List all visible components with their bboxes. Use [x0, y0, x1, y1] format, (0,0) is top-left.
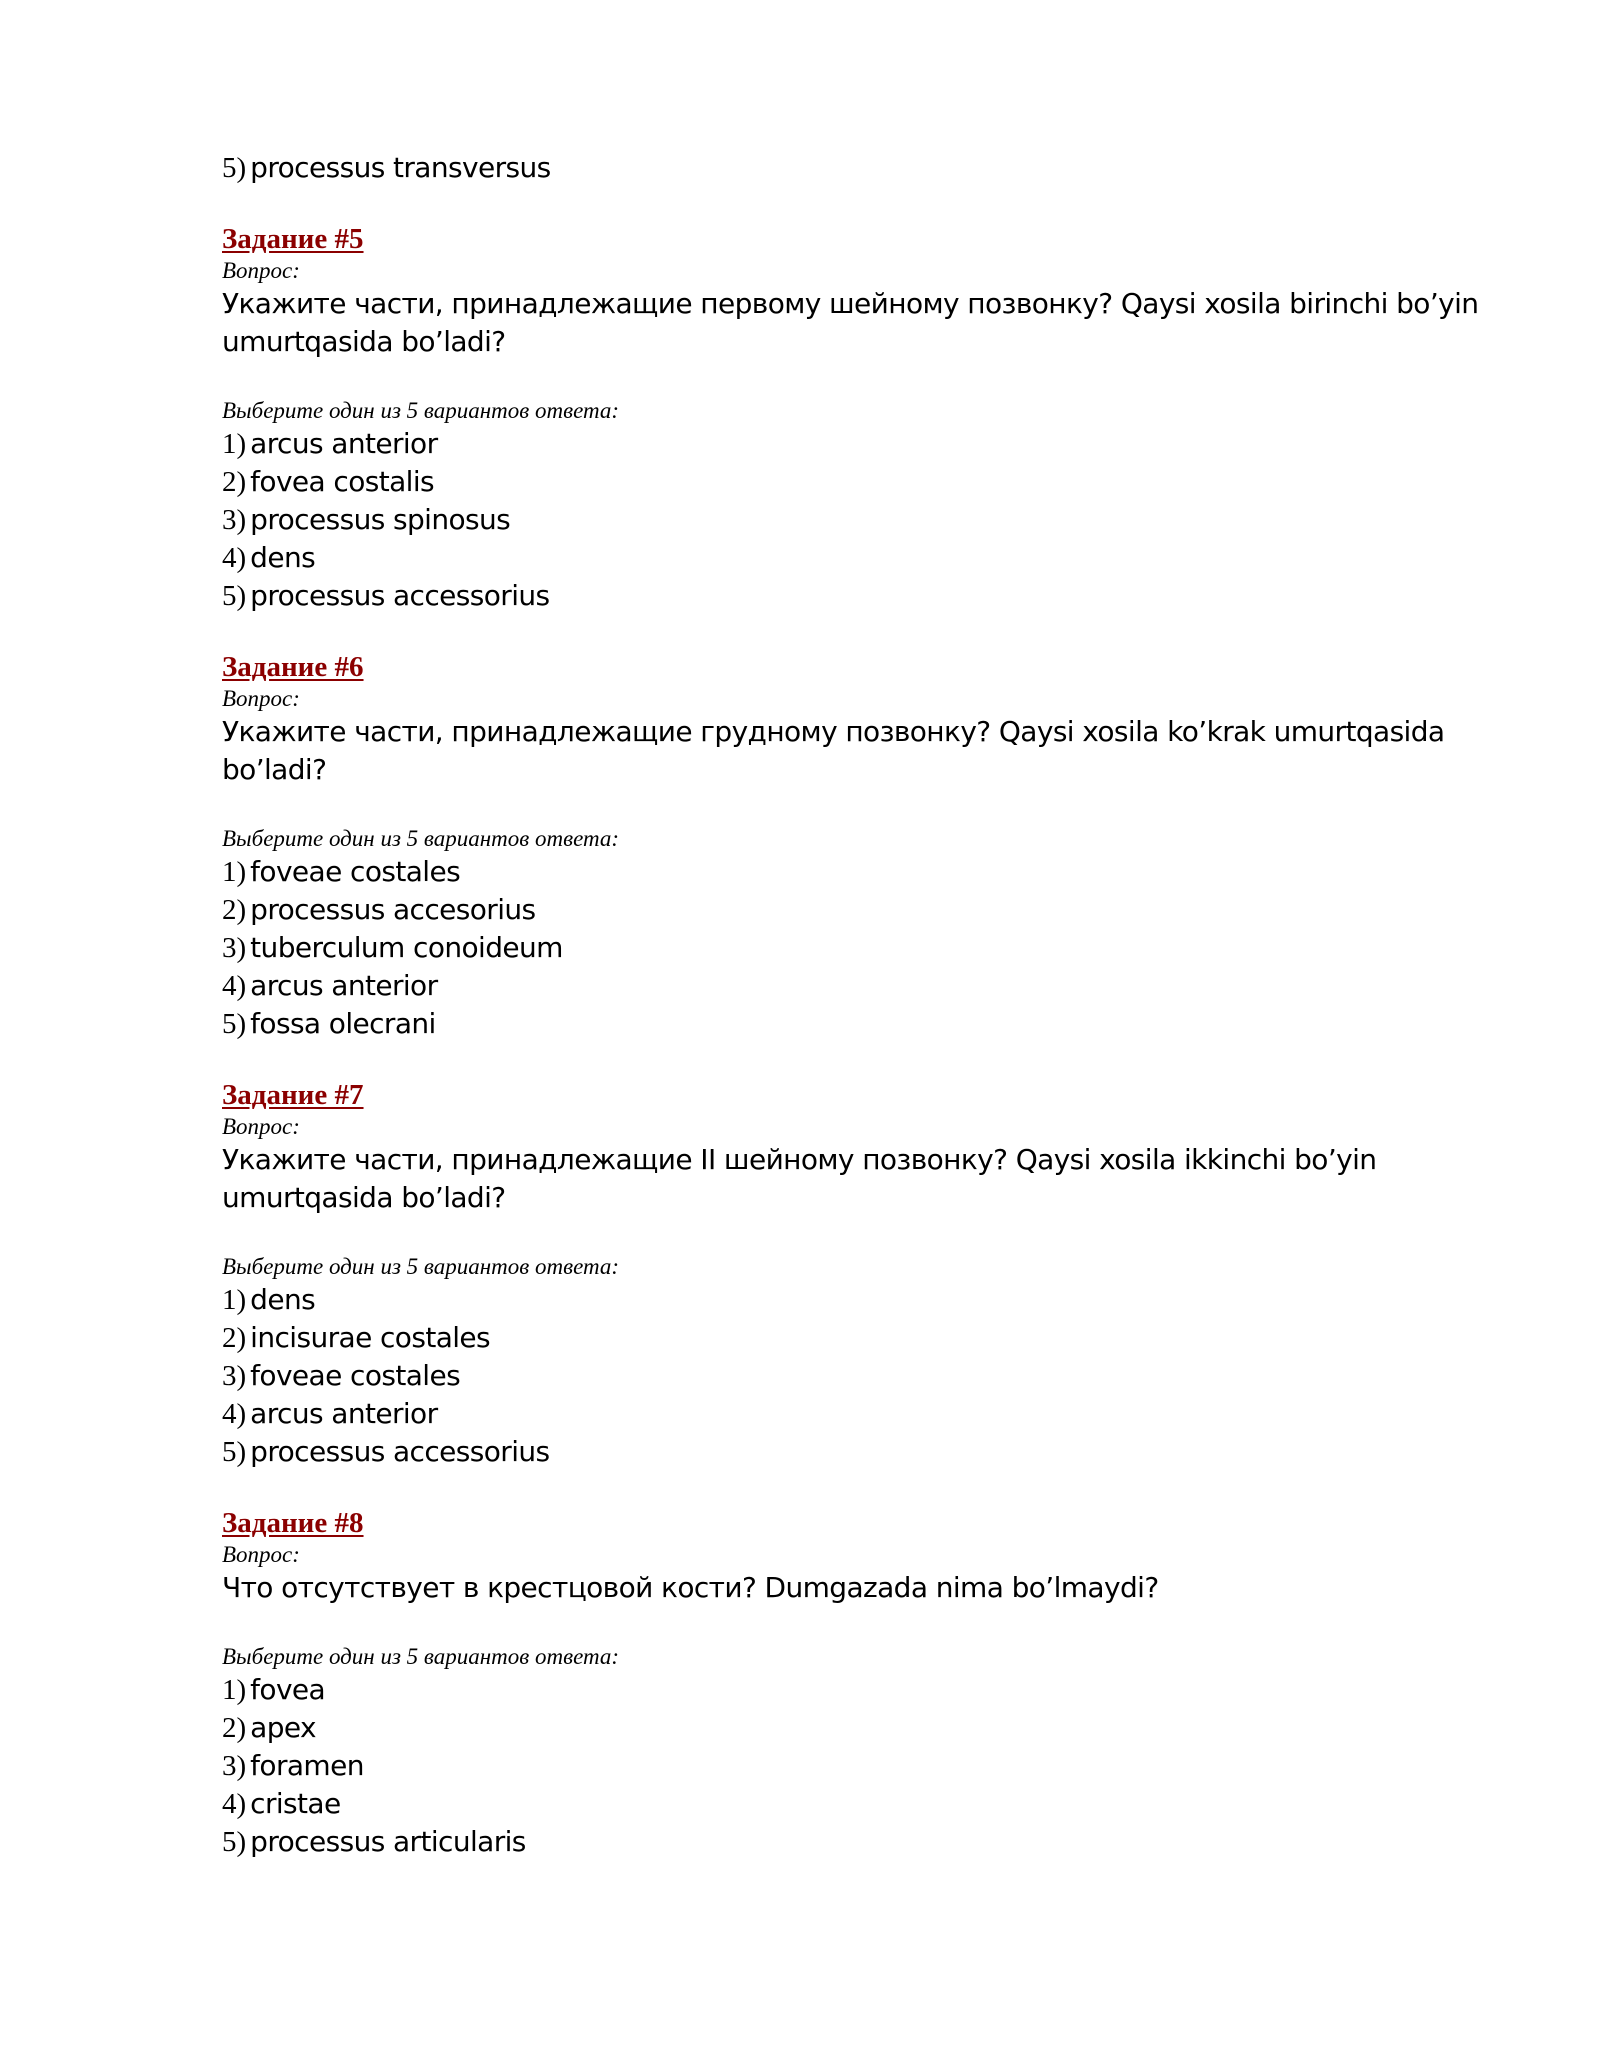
choose-label: Выберите один из 5 вариантов ответа:: [222, 1254, 620, 1279]
option-text: foramen: [250, 1749, 364, 1782]
option-text: processus spinosus: [250, 503, 511, 536]
option-number: 3): [222, 1360, 247, 1392]
option-text: processus accessorius: [250, 579, 550, 612]
option-text: fossa olecrani: [250, 1007, 436, 1040]
option-number: 1): [222, 1284, 247, 1316]
option-text: dens: [250, 541, 316, 574]
task-5: [222, 221, 1512, 615]
option-item: [222, 463, 1512, 501]
option-item: [222, 577, 1512, 615]
question-text: Укажите части, принадлежащие II шейному позвонку? Qaysi xosila ikkinchi bo’yin umurtqasida bo’ladi?: [222, 1143, 1377, 1214]
option-item: [222, 1785, 1512, 1823]
choose-label: Выберите один из 5 вариантов ответа:: [222, 1644, 620, 1669]
task-title: Задание #8: [222, 1507, 364, 1539]
option-text: arcus anterior: [250, 427, 438, 460]
option-number: 2): [222, 1712, 247, 1744]
option-item: [222, 425, 1512, 463]
option-number: 5): [222, 1436, 247, 1468]
task-6: [222, 649, 1512, 1043]
option-text: processus accesorius: [250, 893, 536, 926]
leading-option: [222, 149, 1512, 187]
question-text: Укажите части, принадлежащие первому шейному позвонку? Qaysi xosila birinchi bo’yin umurtqasida bo’ladi?: [222, 287, 1479, 358]
option-item: [222, 929, 1512, 967]
option-item: [222, 1357, 1512, 1395]
option-text: incisurae costales: [250, 1321, 491, 1354]
option-item: [222, 1005, 1512, 1043]
question-label: Вопрос:: [222, 258, 300, 283]
option-text: dens: [250, 1283, 316, 1316]
option-number: 3): [222, 1750, 247, 1782]
task-title: Задание #6: [222, 651, 364, 683]
option-text: foveae costales: [250, 1359, 461, 1392]
option-number: 4): [222, 1788, 247, 1820]
option-number: 2): [222, 466, 247, 498]
option-item: [222, 1709, 1512, 1747]
option-text: tuberculum conoideum: [250, 931, 563, 964]
option-item: [222, 1281, 1512, 1319]
task-8: [222, 1505, 1512, 1861]
option-number: 2): [222, 1322, 247, 1354]
question-label: Вопрос:: [222, 686, 300, 711]
option-number: 5): [222, 1826, 247, 1858]
option-number: 4): [222, 1398, 247, 1430]
option-number: 3): [222, 932, 247, 964]
task-7: [222, 1077, 1512, 1471]
option-number: 5): [222, 1008, 247, 1040]
question-text: Укажите части, принадлежащие грудному позвонку? Qaysi xosila ko’krak umurtqasida bo’ladi?: [222, 715, 1445, 786]
question-label: Вопрос:: [222, 1114, 300, 1139]
question-label: Вопрос:: [222, 1542, 300, 1567]
option-text: processus transversus: [250, 151, 551, 184]
options-list: [222, 1281, 1512, 1471]
option-text: arcus anterior: [250, 969, 438, 1002]
option-number: 5): [222, 580, 247, 612]
option-number: 4): [222, 970, 247, 1002]
option-text: processus articularis: [250, 1825, 526, 1858]
question-text: Что отсутствует в крестцовой кости? Dumgazada nima bo’lmaydi?: [222, 1571, 1159, 1604]
option-text: fovea: [250, 1673, 326, 1706]
option-item: [222, 1395, 1512, 1433]
option-item: [222, 1433, 1512, 1471]
option-text: arcus anterior: [250, 1397, 438, 1430]
option-text: fovea costalis: [250, 465, 435, 498]
option-number: 3): [222, 504, 247, 536]
option-item: [222, 891, 1512, 929]
choose-label: Выберите один из 5 вариантов ответа:: [222, 826, 620, 851]
option-number: 1): [222, 428, 247, 460]
option-number: 4): [222, 542, 247, 574]
option-number: 1): [222, 856, 247, 888]
option-item: [222, 1747, 1512, 1785]
option-text: foveae costales: [250, 855, 461, 888]
option-item: [222, 1823, 1512, 1861]
options-list: [222, 425, 1512, 615]
option-number: 2): [222, 894, 247, 926]
document-content: [222, 149, 1512, 1861]
options-list: [222, 853, 1512, 1043]
options-list: [222, 1671, 1512, 1861]
option-item: [222, 1319, 1512, 1357]
option-item: [222, 501, 1512, 539]
option-number: 5): [222, 152, 247, 184]
task-title: Задание #7: [222, 1079, 364, 1111]
option-text: cristae: [250, 1787, 341, 1820]
option-number: 1): [222, 1674, 247, 1706]
option-item: [222, 853, 1512, 891]
option-item: [222, 967, 1512, 1005]
task-title: Задание #5: [222, 223, 364, 255]
option-text: apex: [250, 1711, 317, 1744]
option-item: [222, 1671, 1512, 1709]
option-text: processus accessorius: [250, 1435, 550, 1468]
choose-label: Выберите один из 5 вариантов ответа:: [222, 398, 620, 423]
option-item: [222, 539, 1512, 577]
